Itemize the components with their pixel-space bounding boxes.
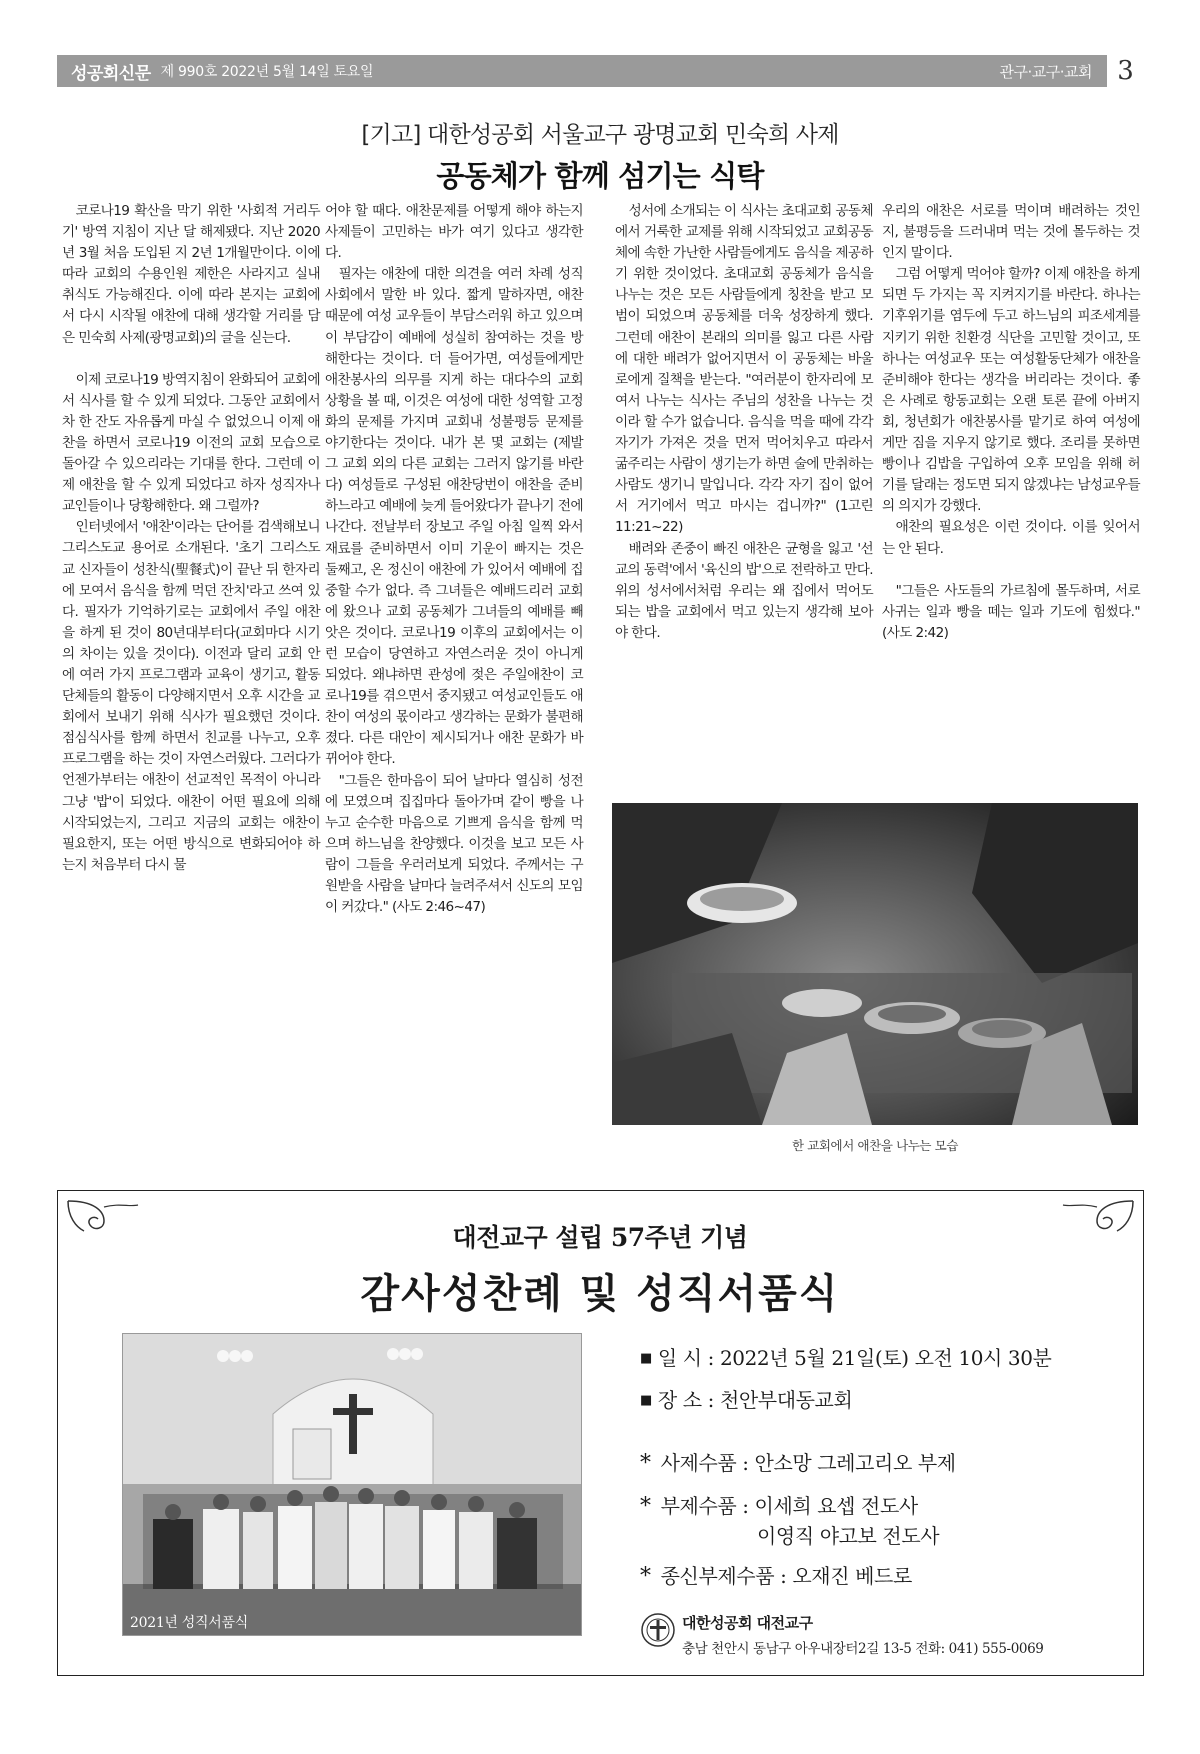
diocese-seal-icon (640, 1612, 676, 1648)
priest-ordination (640, 1447, 956, 1476)
paragraph: 이제 코로나19 방역지침이 완화되어 교회에서 식사를 할 수 있게 되었다. 그동안 교회에서 차 한 잔도 자유롭게 마실 수 없었으니 이제 애찬을 하면서 코로나19 이전의 교회 모습으로 돌아갈 수 있으리라는 기대를 한다. 그런데 이제 애찬을 할 수 있게 되었다고 하자 성직자나 교인들이나 당황해한다. 왜 그럴까? (62, 371, 320, 515)
paragraph: 배려와 존중이 빠진 애찬은 균형을 잃고 '선교의 동력'에서 '육신의 밥'으로 전락하고 만다. 위의 성서에서처럼 우리는 왜 집에서 먹어도 되는 밥을 교회에서 먹고 있는지 생각해 보아야 한다. (615, 540, 873, 641)
article-column-3 (615, 201, 873, 644)
ordination-photo (122, 1333, 582, 1636)
scripture-quote: "그들은 한마음이 되어 날마다 열심히 성전에 모였으며 집집마다 돌아가며 같이 빵을 나누고 순수한 마음으로 기쁘게 음식을 함께 먹으며 하느님을 찬양했다. 이것을 보고 모든 사람이 그들을 우러러보게 되었다. 주께서는 구원받을 사람을 날마다 늘려주셔서 신도의 모임이 커갔다." (사도 2:46~47) (325, 772, 583, 916)
square-bullet-icon: ■ (640, 1393, 652, 1408)
article-column-1 (62, 201, 320, 876)
paragraph: 어야 할 때다. 애찬문제를 어떻게 해야 하는지 사제들이 고민하는 바가 여기 있다고 생각한다. (325, 203, 583, 262)
fellowship-meal-photo (612, 803, 1138, 1125)
ordination-photo-art (123, 1334, 582, 1636)
deacon-ordination (640, 1490, 918, 1519)
page-header (57, 55, 1144, 87)
asterisk-icon: * (640, 1564, 651, 1589)
paragraph: 코로나19 확산을 막기 위한 '사회적 거리두기' 방역 지침이 지난 달 해제됐다. 지난 2020년 3월 처음 도입된 지 2년 1개월만이다. 이에 따라 교회의 수용인원 제한은 사라지고 실내 취식도 가능해진다. 이에 따라 본지는 교회에서 다시 시작될 애찬에 대해 생각할 거리를 담은 민숙희 사제(광명교회)의 글을 싣는다. (62, 203, 320, 346)
deacon-ordination-2: 이영직 야고보 전도사 (757, 1524, 940, 1548)
paragraph: 성서에 소개되는 이 식사는 초대교회 공동체에서 거룩한 교제를 위해 시작되었고 교회공동체에 속한 가난한 사람들에게도 음식을 제공하기 위한 것이었다. 초대교회 공동체가 음식을 나누는 것은 모든 사람들에게 칭찬을 받고 모범이 되었으며 공동체를 더욱 성장하게 했다. 그런데 애찬이 본래의 의미를 잃고 다른 사람에 대한 배려가 없어지면서 이 공동체는 바울로에게 질책을 받는다. "여러분이 한자리에 모여서 나누는 식사는 주님의 성찬을 나누는 것이라 할 수가 없습니다. 음식을 먹을 때에 각각 자기가 가져온 것을 먼저 먹어치우고 따라서 굶주리는 사람이 생기는가 하면 술에 만취하는 사람도 생기니 말입니다. 각각 자기 집이 없어서 거기에서 먹고 마시는 겁니까?" (1고린 11:21~22) (615, 203, 873, 536)
permanent-deacon-text: 종신부제수품 : 오재진 베드로 (660, 1564, 912, 1588)
event-date (640, 1342, 1051, 1371)
photo-caption: 한 교회에서 애찬을 나누는 모습 (791, 1138, 959, 1153)
deacon-ordination-text: 부제수품 : 이세희 요셉 전도사 (660, 1494, 918, 1518)
article-column-4 (882, 201, 1140, 644)
permanent-deacon-ordination (640, 1560, 912, 1589)
ordination-photo-caption: 2021년 성직서품식 (130, 1615, 248, 1631)
organization-name: 대한성공회 대전교구 (682, 1614, 813, 1632)
event-place-text: 장 소 : 천안부대동교회 (657, 1388, 853, 1412)
asterisk-icon: * (640, 1451, 651, 1476)
paragraph: 애찬의 필요성은 이런 것이다. 이를 잊어서는 안 된다. (882, 519, 1140, 557)
page-number: 3 (1104, 55, 1144, 87)
fellowship-meal-photo-art (612, 803, 1138, 1125)
newspaper-name: 성공회신문 (71, 63, 151, 84)
event-date-text: 일 시 : 2022년 5월 21일(토) 오전 10시 30분 (657, 1346, 1052, 1370)
square-bullet-icon: ■ (640, 1351, 652, 1366)
congregation-figures (143, 1486, 563, 1589)
asterisk-icon: * (640, 1494, 651, 1519)
paragraph: 그럼 어떻게 먹어야 할까? 이제 애찬을 하게 되면 두 가지는 꼭 지켜지기를 바란다. 하나는 기후위기를 염두에 두고 하느님의 피조세계를 지키기 위한 친환경 식단을 고민할 것이고, 또 하나는 여성교우 또는 여성활동단체가 애찬을 준비해야 한다는 생각을 버리라는 것이다. 좋은 사례로 항동교회는 오랜 토론 끝에 아버지회, 청년회가 애찬봉사를 맡기로 하여 여성에게만 짐을 지우지 않기로 했다. 조리를 못하면 빵이나 김밥을 구입하여 오후 모임을 위해 허기를 달래는 정도면 되지 않겠냐는 남성교우들의 의지가 강했다. (882, 266, 1140, 515)
issue-info: 제 990호 2022년 5월 14일 토요일 (160, 64, 374, 80)
section-name: 관구·교구·교회 (999, 62, 1092, 81)
paragraph: 인터넷에서 '애찬'이라는 단어를 검색해보니 그리스도교 용어로 소개된다. '초기 그리스도교 신자들이 성찬식(聖餐式)이 끝난 뒤 한자리에 모여서 음식을 함께 먹던 잔치'라고 쓰여 있다. 필자가 기억하기로는 교회에서 주일 애찬을 하게 된 것이 80년대부터다(교회마다 시기의 차이는 있을 것이다). 이전과 달리 교회 안에 여러 가지 프로그램과 교육이 생기고, 활동단체들의 활동이 다양해지면서 오후 시간을 교회에서 보내기 위해 식사가 필요했던 것이다. 점심식사를 함께 하면서 친교를 나누고, 오후 프로그램을 하는 것이 자연스러웠다. 그러다가 언젠가부터는 애찬이 선교적인 목적이 아니라 그냥 '밥'이 되었다. 애찬이 어떤 필요에 의해 시작되었는지, 그리고 지금의 교회는 애찬이 필요한지, 또는 어떤 방식으로 변화되어야 하는지 처음부터 다시 물 (62, 519, 320, 873)
announcement-title: 감사성찬례 및 성직서품식 (360, 1270, 840, 1317)
article-headline: 공동체가 함께 섬기는 식탁 (436, 159, 764, 193)
announcement-subtitle: 대전교구 설립 57주년 기념 (452, 1223, 748, 1252)
priest-ordination-text: 사제수품 : 안소망 그레고리오 부제 (660, 1451, 956, 1475)
scripture-quote: "그들은 사도들의 가르침에 몰두하며, 서로 사귀는 일과 빵을 떼는 일과 기도에 힘썼다." (사도 2:42) (882, 582, 1140, 641)
event-place (640, 1384, 852, 1413)
organization-address: 충남 천안시 동남구 아우내장터2길 13-5 전화: 041) 555-0069 (682, 1641, 1044, 1657)
article-kicker: [기고] 대한성공회 서울교구 광명교회 민숙희 사제 (361, 122, 839, 148)
paragraph: 필자는 애찬에 대한 의견을 여러 차례 성직사회에서 말한 바 있다. 짧게 말하자면, 애찬 때문에 여성 교우들이 부담스러워 하고 있으며 이 부담감이 예배에 성실히 참여하는 것을 방해한다는 것이다. 더 들어가면, 여성들에게만 애찬봉사의 의무를 지게 하는 대다수의 교회 상황을 볼 때, 이것은 여성에 대한 성역할 고정화의 문제를 가지며 교회내 성불평등 문제를 야기한다는 것이다. 내가 본 몇 교회는 (제발 그 교회 외의 다른 교회는 그러지 않기를 바란다) 여성들로 구성된 애찬당번이 애찬을 준비하느라고 예배에 늦게 들어왔다가 끝나기 전에 나간다. 전날부터 장보고 주일 아침 일찍 와서 재료를 준비하면서 이미 기운이 빠지는 것은 둘째고, 온 정신이 애찬에 가 있어서 예배에 집중할 수가 없다. 즉 그녀들은 예배드리러 교회에 왔으나 교회 공동체가 그녀들의 예배를 빼앗은 것이다. 코로나19 이후의 교회에서는 이런 모습이 당연하고 자연스러운 것이 아니게 되었다. 왜냐하면 관성에 젖은 주일애찬이 코로나19를 겪으면서 중지됐고 여성교인들도 애찬이 여성의 몫이라고 생각하는 문화가 불편해졌다. 다른 대안이 제시되거나 애찬 문화가 바뀌어야 한다. (325, 266, 583, 768)
paragraph: 우리의 애찬은 서로를 먹이며 배려하는 것인지, 불평등을 드러내며 먹는 것에 몰두하는 것인지 말이다. (882, 203, 1140, 262)
article-column-2 (325, 201, 583, 918)
